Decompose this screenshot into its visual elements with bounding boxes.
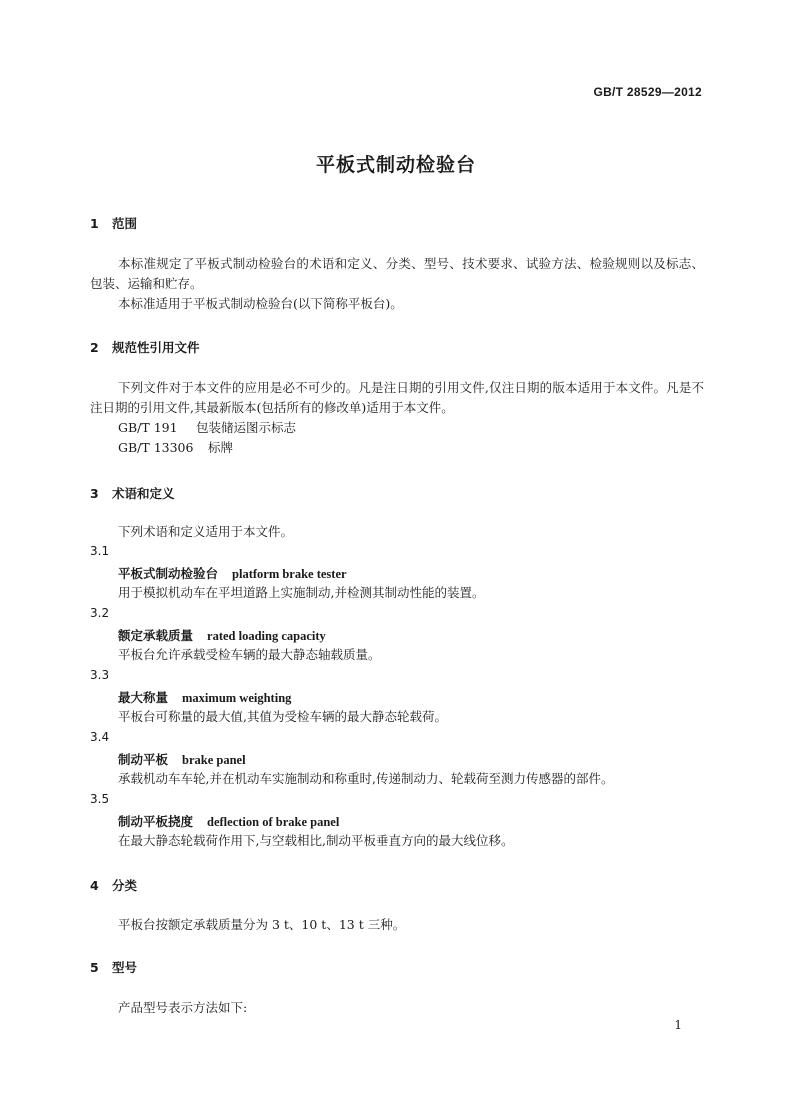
section-number: 3 — [90, 486, 99, 501]
term-entry — [118, 626, 326, 644]
section-number: 2 — [90, 340, 99, 355]
section-number: 5 — [90, 960, 99, 975]
clause-number: 3.1 — [90, 544, 110, 558]
clause-number: 3.5 — [90, 792, 110, 806]
section-1-paragraph-2: 本标准适用于平板式制动检验台(以下简称平板台)。 — [118, 296, 403, 311]
section-number: 1 — [90, 216, 99, 231]
reference-code: GB/T 13306 — [118, 440, 194, 455]
reference-item — [118, 418, 296, 438]
page-number: 1 — [674, 1018, 682, 1032]
term-chinese: 平板式制动检验台 — [118, 566, 219, 581]
reference-item — [118, 438, 233, 458]
section-3-intro: 下列术语和定义适用于本文件。 — [118, 524, 294, 539]
clause-number: 3.2 — [90, 606, 110, 620]
term-entry — [118, 812, 339, 830]
section-1-paragraph-1: 本标准规定了平板式制动检验台的术语和定义、分类、型号、技术要求、试验方法、检验规则以及标志、包装、运输和贮存。 — [90, 256, 704, 291]
term-english: rated loading capacity — [207, 629, 326, 643]
document-title: 平板式制动检验台 — [315, 154, 476, 176]
term-english: platform brake tester — [232, 567, 347, 581]
term-chinese: 制动平板挠度 — [118, 814, 194, 829]
reference-name: 包装储运图示标志 — [196, 420, 297, 435]
term-chinese: 最大称量 — [118, 690, 169, 705]
standard-code: GB/T 28529—2012 — [593, 85, 702, 99]
term-entry — [118, 750, 246, 768]
reference-code: GB/T 191 — [118, 420, 178, 435]
section-1-heading — [90, 214, 137, 232]
clause-number: 3.4 — [90, 730, 110, 744]
section-4-heading — [90, 876, 137, 894]
term-entry — [118, 564, 347, 582]
term-definition: 平板台可称量的最大值,其值为受检车辆的最大静态轮载荷。 — [118, 709, 447, 724]
section-title: 规范性引用文件 — [112, 340, 200, 355]
section-number: 4 — [90, 878, 99, 893]
term-chinese: 额定承载质量 — [118, 628, 194, 643]
term-chinese: 制动平板 — [118, 752, 169, 767]
term-english: deflection of brake panel — [207, 815, 340, 829]
section-title: 分类 — [112, 878, 138, 893]
term-entry — [118, 688, 291, 706]
term-definition: 在最大静态轮载荷作用下,与空载相比,制动平板垂直方向的最大线位移。 — [118, 833, 514, 848]
section-4-paragraph-1: 平板台按额定承载质量分为 3 t、10 t、13 t 三种。 — [118, 917, 406, 932]
term-english: maximum weighting — [182, 691, 292, 705]
term-definition: 承载机动车车轮,并在机动车实施制动和称重时,传递制动力、轮载荷至测力传感器的部件。 — [118, 771, 614, 786]
term-definition: 用于模拟机动车在平坦道路上实施制动,并检测其制动性能的装置。 — [118, 585, 485, 600]
section-title: 范围 — [112, 216, 138, 231]
term-english: brake panel — [182, 753, 246, 767]
clause-number: 3.3 — [90, 668, 110, 682]
section-5-paragraph-1: 产品型号表示方法如下: — [118, 1000, 248, 1015]
section-5-heading — [90, 958, 137, 976]
section-title: 型号 — [112, 960, 138, 975]
section-2-heading — [90, 338, 200, 356]
section-title: 术语和定义 — [112, 486, 175, 501]
section-2-paragraph-1: 下列文件对于本文件的应用是必不可少的。凡是注日期的引用文件,仅注日期的版本适用于本文件。凡是不注日期的引用文件,其最新版本(包括所有的修改单)适用于本文件。 — [90, 380, 704, 415]
section-3-heading — [90, 484, 175, 502]
reference-name: 标牌 — [208, 440, 234, 455]
term-definition: 平板台允许承载受检车辆的最大静态轴载质量。 — [118, 647, 381, 662]
